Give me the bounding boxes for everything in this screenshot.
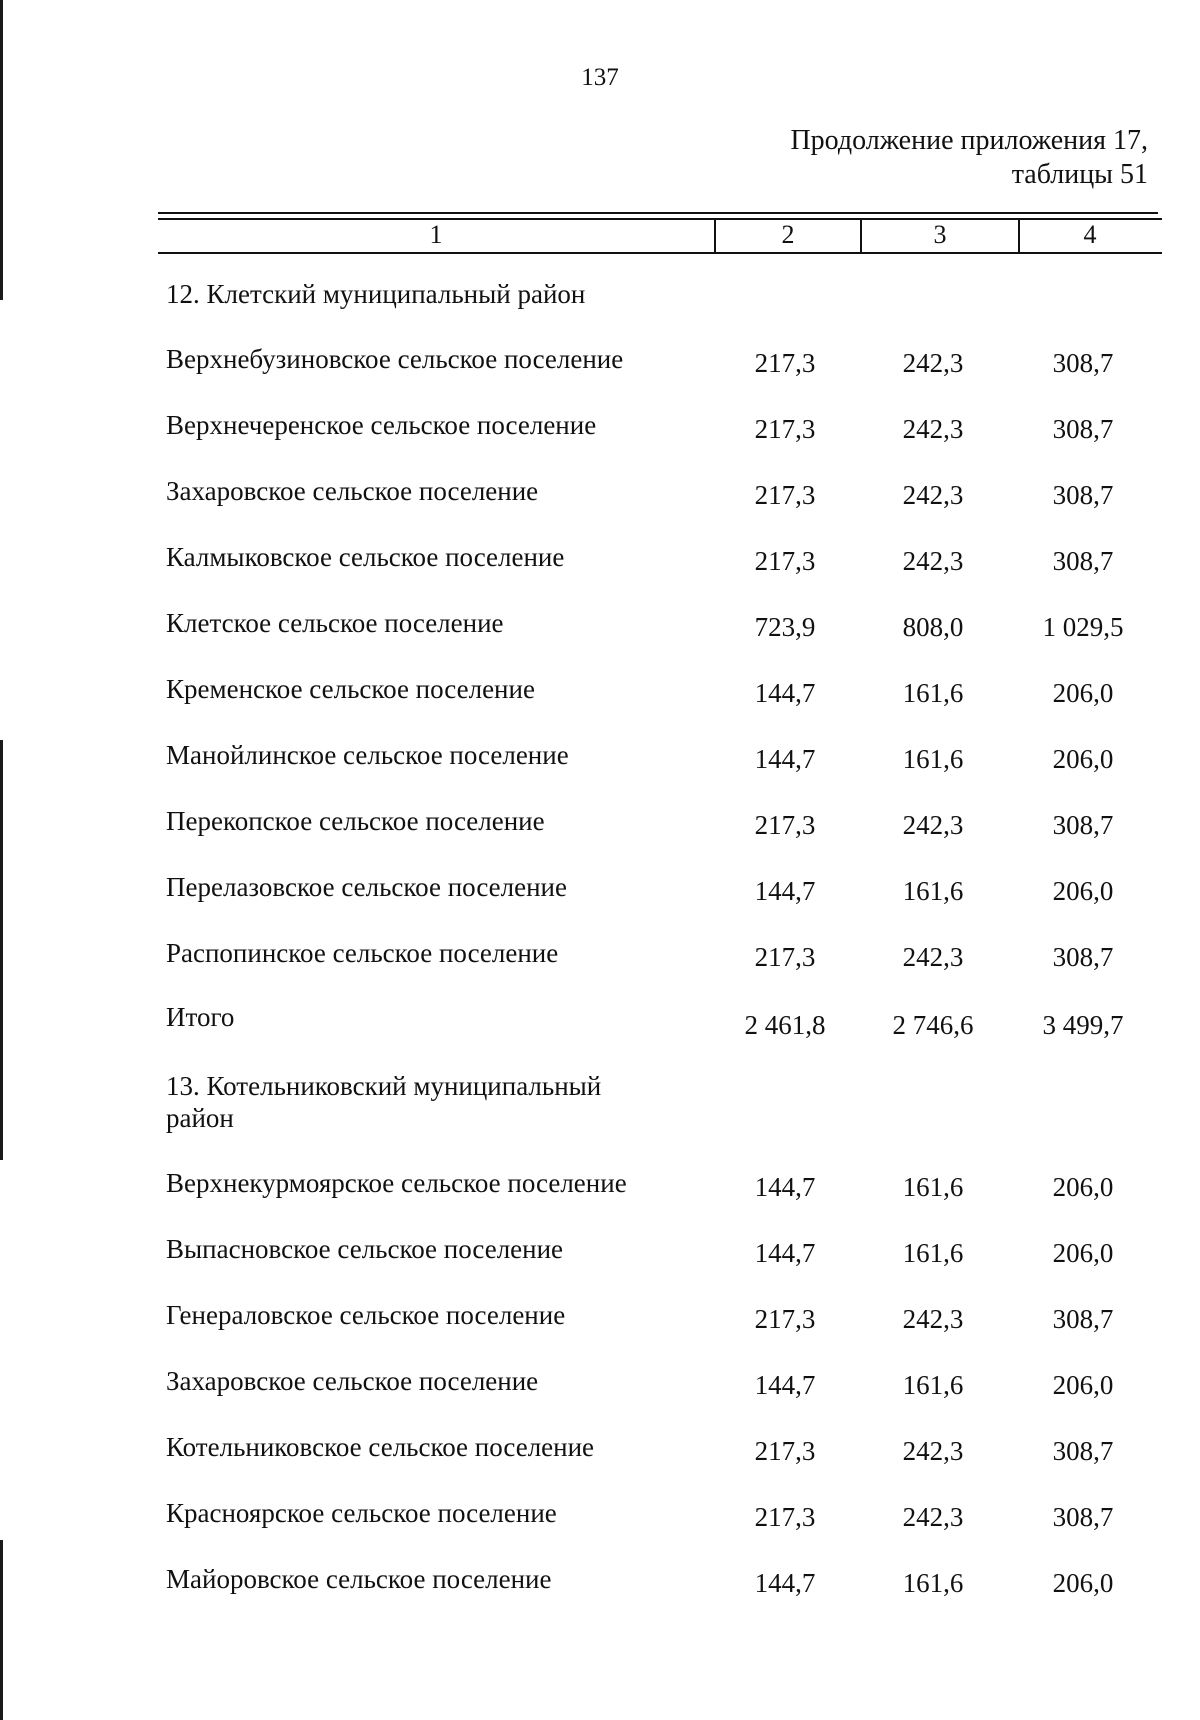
table-row [0,542,1200,582]
table-row [0,1366,1200,1406]
row-value-col3: 161,6 [902,1172,964,1202]
row-value-col2: 217,3 [754,1502,816,1532]
row-value-col3: 161,6 [902,678,964,708]
table-row [0,806,1200,846]
row-value-col3: 161,6 [902,1568,964,1598]
row-value-col4: 308,7 [1052,942,1114,972]
row-value-col4: 206,0 [1052,1172,1114,1202]
row-value-col2: 217,3 [754,348,816,378]
row-value-col4: 308,7 [1052,546,1114,576]
row-value-col3: 242,3 [902,414,964,444]
row-value-col2: 217,3 [754,414,816,444]
row-name: Красноярское сельское поселение [166,1498,557,1528]
row-value-col3: 161,6 [902,744,964,774]
row-value-col2: 144,7 [754,1172,816,1202]
table-row [0,1498,1200,1538]
row-value-col2: 217,3 [754,1304,816,1334]
row-value-col4: 308,7 [1052,480,1114,510]
row-value-col3: 242,3 [902,348,964,378]
table-row [0,740,1200,780]
row-value-col2: 144,7 [754,1370,816,1400]
scan-edge-mark [0,0,3,300]
row-value-col3: 2 746,6 [892,1010,974,1040]
row-value-col3: 161,6 [902,1238,964,1268]
header-bottom-rule [158,252,1162,254]
row-value-col3: 242,3 [902,1304,964,1334]
row-value-col3: 808,0 [902,612,964,642]
row-name: Верхнекурмоярское сельское поселение [166,1168,627,1198]
row-value-col3: 242,3 [902,810,964,840]
row-value-col4: 308,7 [1052,348,1114,378]
row-name: Перелазовское сельское поселение [166,872,567,902]
row-name: Выпасновское сельское поселение [166,1234,564,1264]
column-header-4: 4 [1083,220,1097,249]
row-name: Захаровское сельское поселение [166,1366,539,1396]
table-row [0,1564,1200,1604]
table-row [0,344,1200,384]
row-name: Майоровское сельское поселение [166,1564,552,1594]
row-value-col4: 308,7 [1052,810,1114,840]
row-value-col2: 144,7 [754,1568,816,1598]
row-name: Перекопское сельское поселение [166,806,545,836]
table-row [0,1300,1200,1340]
row-value-col2: 217,3 [754,1436,816,1466]
row-name: Итого [166,1002,235,1032]
row-value-col3: 161,6 [902,1370,964,1400]
table-row [0,938,1200,978]
row-name: Верхнечеренское сельское поселение [166,410,597,440]
table-row [0,608,1200,648]
row-value-col3: 242,3 [902,942,964,972]
row-name: Клетское сельское поселение [166,608,504,638]
row-value-col2: 144,7 [754,876,816,906]
row-name: Захаровское сельское поселение [166,476,539,506]
row-value-col3: 242,3 [902,1436,964,1466]
continuation-note [790,124,1148,192]
page-number: 137 [581,64,619,91]
table-row [0,872,1200,912]
row-value-col4: 3 499,7 [1042,1010,1124,1040]
row-value-col3: 161,6 [902,876,964,906]
row-value-col4: 308,7 [1052,1502,1114,1532]
row-name: Кременское сельское поселение [166,674,535,704]
row-value-col4: 308,7 [1052,414,1114,444]
row-value-col4: 308,7 [1052,1436,1114,1466]
row-value-col2: 144,7 [754,1238,816,1268]
row-value-col2: 144,7 [754,744,816,774]
table-row [0,1234,1200,1274]
row-value-col4: 206,0 [1052,1568,1114,1598]
row-name: Распопинское сельское поселение [166,938,559,968]
row-value-col4: 206,0 [1052,678,1114,708]
row-value-col4: 206,0 [1052,876,1114,906]
row-name: Котельниковское сельское поселение [166,1432,595,1462]
column-header-1: 1 [429,220,443,249]
row-value-col2: 2 461,8 [744,1010,826,1040]
total-row [0,1002,1200,1042]
row-name: Верхнебузиновское сельское поселение [166,344,624,374]
column-header-2: 2 [781,220,795,249]
table-row [0,410,1200,450]
continuation-line-1: Продолжение приложения 17, [790,125,1148,156]
row-value-col4: 206,0 [1052,744,1114,774]
row-name: Генераловское сельское поселение [166,1300,566,1330]
table-row [0,1168,1200,1208]
row-value-col4: 1 029,5 [1042,612,1124,642]
continuation-line-2: таблицы 51 [1011,159,1148,190]
row-value-col4: 206,0 [1052,1238,1114,1268]
row-value-col2: 144,7 [754,678,816,708]
row-value-col2: 217,3 [754,546,816,576]
header-top-rule [158,212,1158,214]
row-value-col2: 217,3 [754,480,816,510]
row-value-col4: 308,7 [1052,1304,1114,1334]
section-title: 13. Котельниковский муниципальный район [166,1071,602,1133]
section-title: 12. Клетский муниципальный район [166,279,586,309]
row-name: Манойлинское сельское поселение [166,740,569,770]
row-name: Калмыковское сельское поселение [166,542,565,572]
row-value-col2: 217,3 [754,810,816,840]
column-header-3: 3 [933,220,947,249]
table-row [0,476,1200,516]
row-value-col2: 217,3 [754,942,816,972]
table-row [0,674,1200,714]
row-value-col3: 242,3 [902,1502,964,1532]
table-row [0,1432,1200,1472]
row-value-col3: 242,3 [902,546,964,576]
row-value-col3: 242,3 [902,480,964,510]
row-value-col4: 206,0 [1052,1370,1114,1400]
row-value-col2: 723,9 [754,612,816,642]
